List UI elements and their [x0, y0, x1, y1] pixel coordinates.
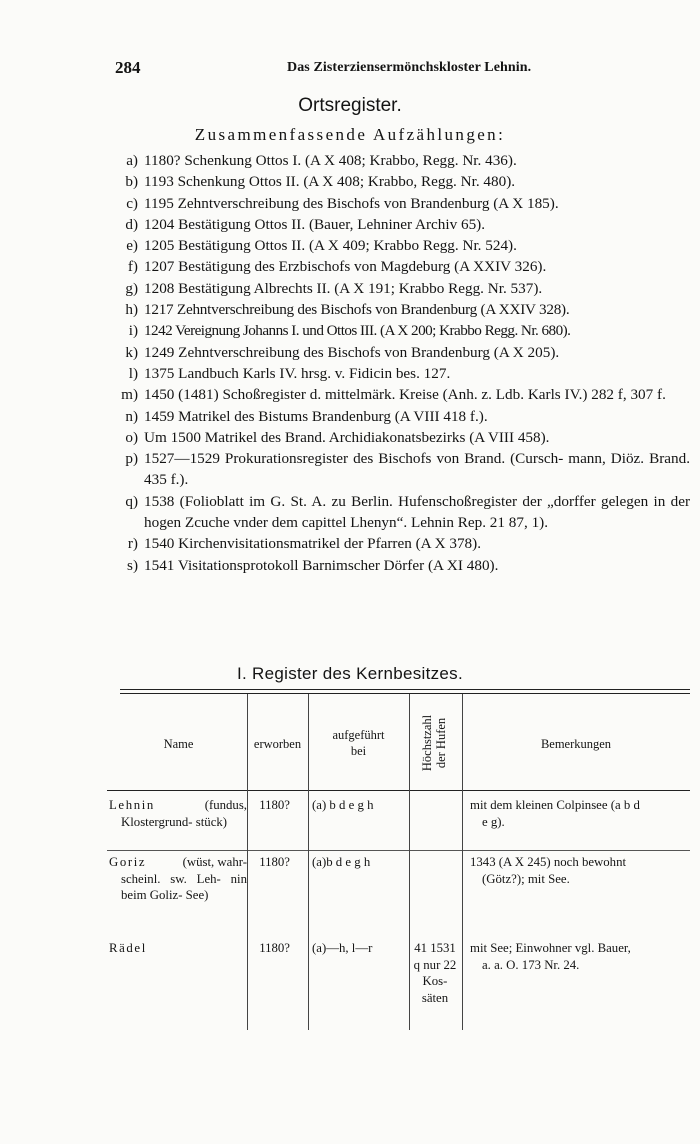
table-rule-top	[120, 689, 690, 690]
row-name-line	[109, 854, 247, 871]
row-name-line	[109, 797, 247, 814]
source-entry-a	[110, 150, 690, 171]
entry-text: 1375 Landbuch Karls IV. hrsg. v. Fidicin bes. 127.	[144, 364, 451, 382]
entry-text: 1217 Zehntverschreibung des Bischofs von Brandenburg (A XXIV 328).	[144, 301, 570, 319]
entry-letter: q)	[125, 492, 138, 510]
column-header-remarks: Bemerkungen	[540, 737, 612, 751]
entry-text: 1527—1529 Prokurationsregister des Bischofs von Brand. (Cursch- mann, Diöz. Brand. 435 f.).	[144, 450, 690, 489]
place-qualifier: (fundus,	[204, 798, 247, 812]
place-name: Rädel	[109, 941, 147, 955]
register-title: Ortsregister.	[298, 95, 402, 116]
entry-text: 1450 (1481) Schoßregister d. mittelmärk. Kreise (Anh. z. Ldb. Karls IV.) 282 f, 307 f.	[144, 386, 666, 404]
remarks-line: e g).	[482, 814, 505, 829]
table-rule-top-thin	[120, 693, 690, 694]
page-number: 284	[115, 58, 141, 77]
source-entry-l	[110, 363, 690, 384]
entry-letter: n)	[125, 407, 138, 425]
source-entry-c	[110, 193, 690, 214]
remarks-line: 1343 (A X 245) noch bewohnt	[470, 855, 627, 869]
column-header-listed-line2: bei	[350, 744, 367, 758]
entry-letter: r)	[127, 535, 138, 553]
table-row-acquired: 1180?	[259, 798, 290, 812]
source-entry-i	[110, 320, 690, 341]
source-entry-r	[110, 533, 690, 554]
entry-text: 1195 Zehntverschreibung des Bischofs von Brandenburg (A X 185).	[144, 194, 559, 212]
column-header-hufen	[420, 703, 450, 783]
column-header-hufen-line1: Höchstzahl	[420, 714, 434, 772]
source-entry-d	[110, 214, 690, 235]
entry-text: Um 1500 Matrikel des Brand. Archidiakonatsbezirks (A VIII 458).	[144, 428, 550, 446]
entry-letter: o)	[125, 428, 138, 446]
section-title: I. Register des Kernbesitzes.	[236, 664, 464, 683]
column-divider	[409, 694, 410, 1030]
entry-text: 1180? Schenkung Ottos I. (A X 408; Krabbo, Regg. Nr. 436).	[144, 152, 517, 169]
source-entry-o	[110, 427, 690, 448]
table-row-hufen: 41 1531 q nur 22 Kos- säten	[413, 941, 457, 1005]
column-header-name: Name	[163, 737, 194, 751]
entry-text: 1540 Kirchenvisitationsmatrikel der Pfarren (A X 378).	[144, 535, 481, 553]
register-subtitle: Zusammenfassende Aufzählungen:	[194, 125, 506, 144]
entry-letter: h)	[125, 301, 138, 319]
table-row-remarks	[470, 854, 688, 887]
entry-text: 1538 (Folioblatt im G. St. A. zu Berlin. Hufenschoßregister der „dorffer gelegen in der hogen Zcuche vnder dem capittel Lhenyn“. Lehnin Rep. 21 87, 1).	[144, 492, 690, 532]
source-entry-n	[110, 406, 690, 427]
table-row-listed-in: (a)—h, l—r	[312, 941, 373, 955]
table-row-name	[109, 797, 247, 830]
table-row-acquired: 1180?	[259, 941, 290, 955]
source-entry-e	[110, 235, 690, 256]
entry-text: 1541 Visitationsprotokoll Barnimscher Dörfer (A XI 480).	[144, 556, 499, 574]
column-header-acquired: erworben	[253, 737, 302, 751]
table-row-name	[109, 940, 247, 957]
source-entry-g	[110, 278, 690, 299]
entry-text: 1205 Bestätigung Ottos II. (A X 409; Krabbo Regg. Nr. 524).	[144, 237, 517, 255]
entry-text: 1459 Matrikel des Bistums Brandenburg (A VIII 418 f.).	[144, 407, 488, 425]
entry-letter: k)	[125, 343, 138, 361]
entry-letter: f)	[127, 258, 138, 276]
entry-letter: g)	[125, 279, 138, 297]
place-note: Klostergrund- stück)	[121, 814, 228, 829]
table-row-listed-in: (a) b d e g h	[312, 798, 374, 812]
entry-text: 1249 Zehntverschreibung des Bischofs von Brandenburg (A X 205).	[144, 343, 560, 361]
place-note: scheinl. sw. Leh- nin beim Goliz- See)	[121, 871, 247, 902]
table-header-rule	[107, 790, 690, 791]
column-header-listed-line1: aufgeführt	[332, 728, 385, 742]
entry-letter: e)	[126, 237, 138, 255]
place-name: Goriz	[109, 855, 147, 869]
remarks-line: mit dem kleinen Colpinsee (a b d	[470, 798, 640, 812]
table-row-divider	[107, 850, 690, 851]
table-row-remarks	[470, 940, 688, 973]
source-entry-m	[110, 384, 690, 405]
place-name: Lehnin	[109, 798, 155, 812]
column-header-listed-in	[308, 727, 409, 759]
remarks-line: (Götz?); mit See.	[482, 871, 570, 886]
entry-letter: m)	[121, 386, 138, 404]
entry-letter: l)	[128, 364, 138, 382]
entry-text: 1242 Vereignung Johanns I. und Ottos III. (A X 200; Krabbo Regg. Nr. 680).	[144, 322, 571, 340]
entry-text: 1207 Bestätigung des Erzbischofs von Magdeburg (A XXIV 326).	[144, 258, 547, 276]
table-row-acquired: 1180?	[259, 855, 290, 869]
running-title: Das Zisterziensermönchskloster Lehnin.	[287, 60, 532, 75]
entry-letter: s)	[127, 556, 138, 574]
entry-text: 1204 Bestätigung Ottos II. (Bauer, Lehniner Archiv 65).	[144, 215, 486, 233]
entry-letter: b)	[125, 173, 138, 191]
entry-letter: p)	[125, 450, 138, 468]
entry-letter: i)	[128, 322, 138, 340]
table-row-remarks	[470, 797, 688, 830]
source-entry-s	[110, 555, 690, 576]
remarks-line: a. a. O. 173 Nr. 24.	[482, 957, 580, 972]
source-entry-q	[110, 491, 690, 534]
entry-letter: d)	[125, 215, 138, 233]
remarks-line: mit See; Einwohner vgl. Bauer,	[470, 941, 631, 955]
source-entry-f	[110, 256, 690, 277]
entry-text: 1208 Bestätigung Albrechts II. (A X 191; Krabbo Regg. Nr. 537).	[144, 279, 543, 297]
source-list	[110, 150, 690, 576]
source-entry-p	[110, 448, 690, 491]
column-header-hufen-line2: der Hufen	[434, 717, 448, 769]
place-qualifier: (wüst, wahr-	[182, 855, 247, 869]
table-row-name	[109, 854, 247, 904]
source-entry-b	[110, 171, 690, 192]
source-entry-h	[110, 299, 690, 320]
entry-letter: c)	[126, 194, 138, 212]
table-row-listed-in: (a)b d e g h	[312, 855, 371, 869]
entry-letter: a)	[126, 152, 138, 169]
entry-text: 1193 Schenkung Ottos II. (A X 408; Krabbo, Regg. Nr. 480).	[144, 173, 516, 191]
source-entry-k	[110, 342, 690, 363]
page-header	[115, 58, 690, 78]
